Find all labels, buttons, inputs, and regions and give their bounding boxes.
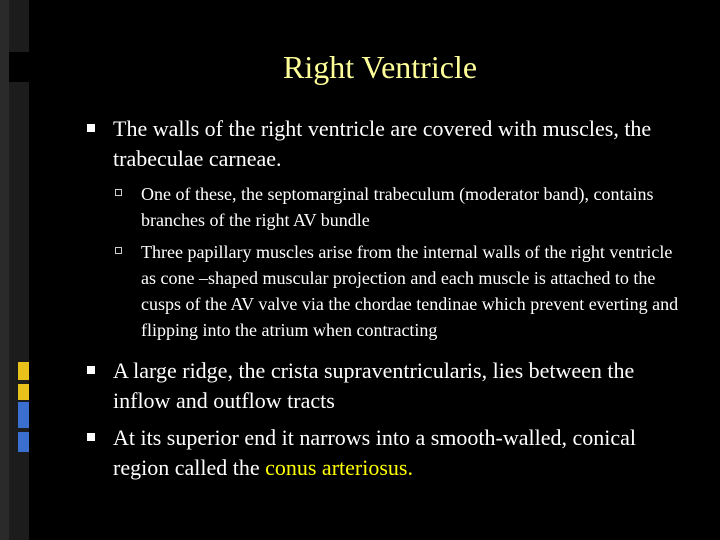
left-band-strip — [0, 0, 9, 540]
slide-title: Right Ventricle — [282, 49, 478, 85]
square-bullet-icon — [87, 366, 95, 374]
sub-bullet-papillary — [115, 239, 687, 343]
slide-body — [87, 114, 687, 483]
accent-block-blue-upper — [18, 402, 29, 428]
hollow-square-bullet-icon — [115, 247, 122, 254]
bullet-walls — [87, 114, 687, 174]
square-bullet-icon — [87, 433, 95, 441]
sub-bullet-septomarginal — [115, 181, 687, 233]
accent-block-yellow-lower — [18, 384, 29, 400]
bullet-text: The walls of the right ventricle are covered with muscles, the trabeculae carneae. — [113, 116, 652, 171]
square-bullet-icon — [87, 124, 95, 132]
bullet-text: A large ridge, the crista supraventricularis, lies between the inflow and outflow tracts — [113, 358, 635, 413]
accent-block-blue-lower — [18, 432, 29, 452]
bullet-text: At its superior end it narrows into a smooth-walled, conical region called the — [113, 425, 636, 480]
bullet-crista — [87, 356, 687, 416]
accent-block-yellow-upper — [18, 362, 29, 380]
sub-bullet-text: Three papillary muscles arise from the internal walls of the right ventricle as cone –shaped muscular projection and each muscle is attached to the cusps of the AV valve via the chordae tendinae which prevent everting and flipping into the atrium when contracting — [141, 242, 679, 340]
left-decorative-band — [0, 0, 29, 540]
bullet-conus — [87, 423, 687, 483]
hollow-square-bullet-icon — [115, 189, 122, 196]
sub-bullet-text: One of these, the septomarginal trabeculum (moderator band), contains branches of the right AV bundle — [141, 184, 654, 230]
highlighted-term: conus arteriosus. — [265, 455, 413, 480]
accent-block-black — [9, 52, 29, 82]
